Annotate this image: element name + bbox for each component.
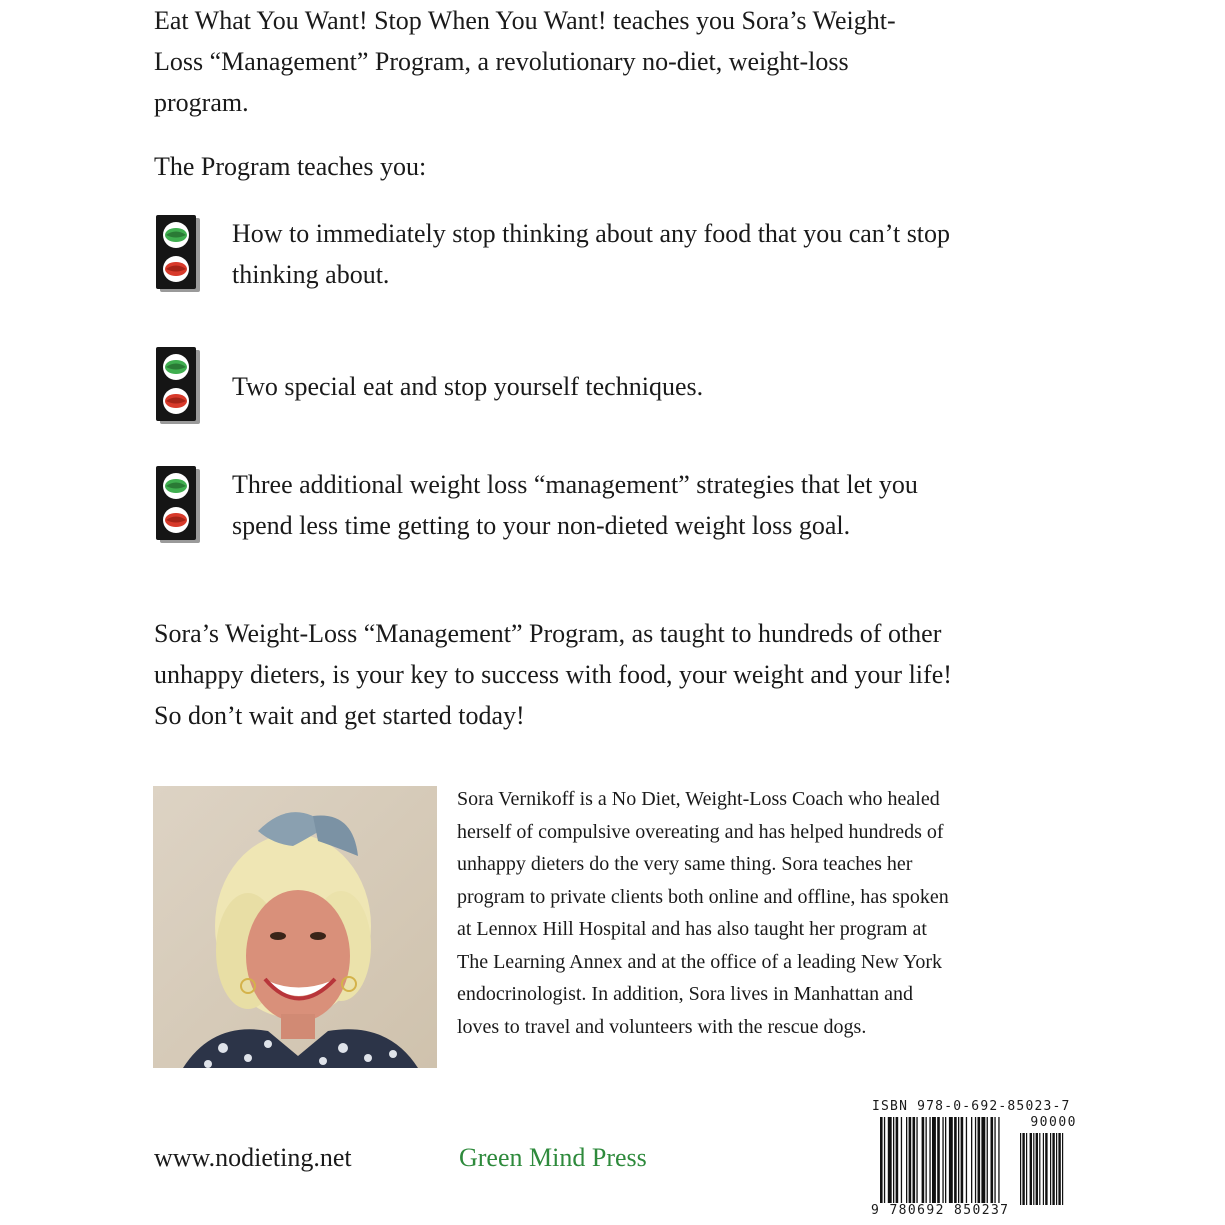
website-url[interactable]: www.nodieting.net (154, 1143, 352, 1172)
program-lead: The Program teaches you: (154, 152, 427, 181)
bullet-item (154, 213, 954, 303)
publisher-name: Green Mind Press (459, 1143, 647, 1172)
bullet-item (154, 345, 954, 435)
isbn-number: ISBN 978-0-692-85023-7 (872, 1099, 1071, 1114)
traffic-light-icon (154, 464, 202, 544)
bullet-text: Three additional weight loss “management” strategies that let you spend less time getting to your non-dieted weight loss goal. (232, 470, 918, 540)
barcode-digits: 9 780692 850237 (871, 1203, 1010, 1218)
bullet-text: How to immediately stop thinking about any food that you can’t stop thinking about. (232, 219, 951, 289)
barcode-bars (880, 1117, 1080, 1213)
bullet-text: Two special eat and stop yourself techniques. (232, 372, 704, 401)
author-bio: Sora Vernikoff is a No Diet, Weight-Loss Coach who healed herself of compulsive overeating and has helped hundreds of unhappy dieters do the very same thing. Sora teaches her program to private clients both online and offline, has spoken at Lennox Hill Hospital and has also taught her program at The Learning Annex and at the office of a leading New York endocrinologist. In addition, Sora lives in Manhattan and loves to travel and volunteers with the rescue dogs. (457, 788, 949, 1038)
price-code: 90000 (1030, 1115, 1077, 1130)
isbn-barcode (866, 1099, 1081, 1224)
bullet-item (154, 464, 954, 594)
closing-paragraph: Sora’s Weight-Loss “Management” Program, as taught to hundreds of other unhappy dieters, is your key to success with food, your weight and your life! So don’t wait and get started today! (154, 619, 952, 730)
author-photo (153, 786, 437, 1068)
traffic-light-icon (154, 213, 202, 293)
traffic-light-icon (154, 345, 202, 425)
intro-paragraph: Eat What You Want! Stop When You Want! teaches you Sora’s Weight-Loss “Management” Program, a revolutionary no-diet, weight-loss program. (154, 6, 896, 117)
